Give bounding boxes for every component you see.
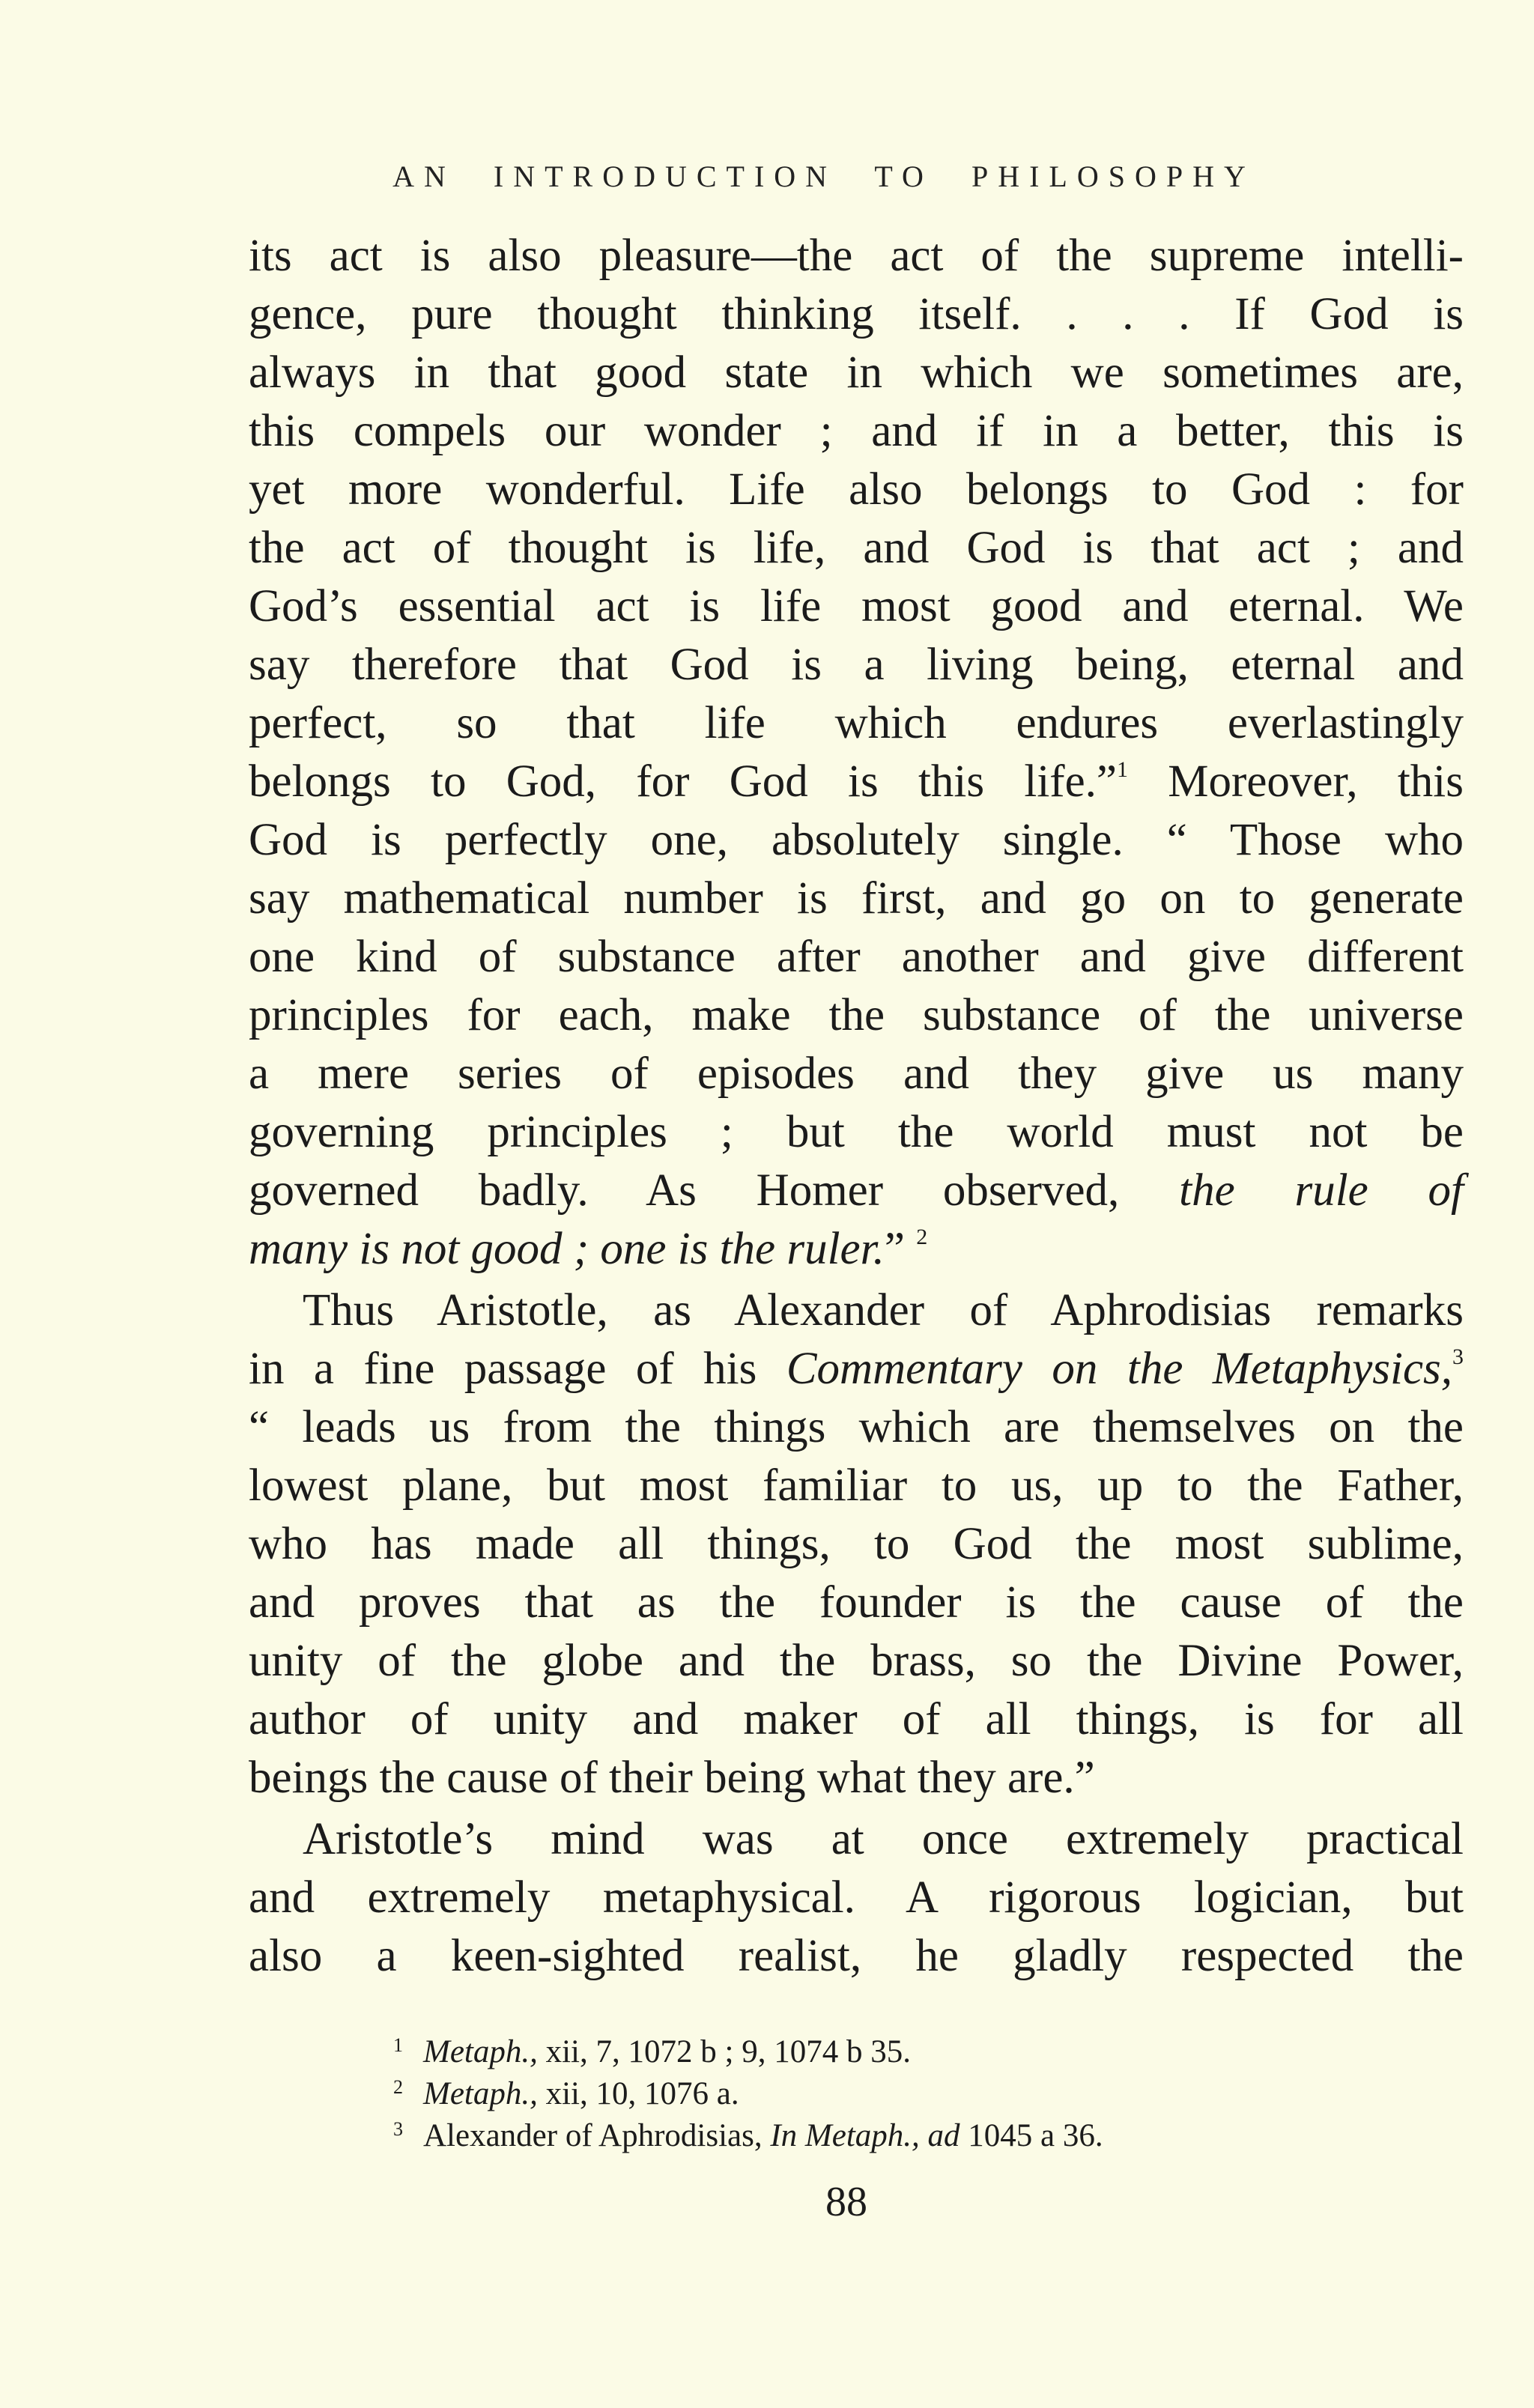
footnote-ref-3[interactable]: 3 xyxy=(1452,1344,1464,1369)
footnote-3: 3 Alexander of Aphrodisias, In Metaph., ad 1045 a 36. xyxy=(393,2118,1103,2153)
page-number: 88 xyxy=(825,2179,867,2225)
text-line: always in that good state in which we sometimes are, xyxy=(249,348,1464,398)
text-line: who has made all things, to God the most sublime, xyxy=(249,1519,1464,1569)
running-head: AN INTRODUCTION TO PHILOSOPHY xyxy=(392,160,1255,193)
text-line: lowest plane, but most familiar to us, up to the Father, xyxy=(249,1461,1464,1511)
text-line: and extremely metaphysical. A rigorous logician, but xyxy=(249,1872,1464,1923)
text-line: God’s essential act is life most good and eternal. We xyxy=(249,581,1464,631)
text-line: Aristotle’s mind was at once extremely practical xyxy=(303,1814,1464,1864)
line-text: governed badly. As Homer observed, xyxy=(249,1165,1120,1216)
footnote-italic: In Metaph., ad xyxy=(770,2118,960,2153)
text-line xyxy=(249,1220,1464,1279)
line-text: in a fine passage of his xyxy=(249,1344,757,1394)
text-line: God is perfectly one, absolutely single. “ Those who xyxy=(249,815,1464,865)
body-text xyxy=(249,227,1464,1986)
text-line: and proves that as the founder is the cause of the xyxy=(249,1577,1464,1628)
footnote-ref-1[interactable]: 1 xyxy=(1117,757,1128,782)
footnote-italic: Metaph., xyxy=(423,2034,538,2069)
text-line: principles for each, make the substance of the universe xyxy=(249,990,1464,1040)
line-text: Moreover, this xyxy=(1128,756,1464,807)
text-line: say therefore that God is a living being, eternal and xyxy=(249,640,1464,690)
text-line: one kind of substance after another and give different xyxy=(249,932,1464,982)
footnote-text: 1045 a 36. xyxy=(959,2118,1103,2153)
text-line: also a keen-sighted realist, he gladly respected the xyxy=(249,1931,1464,1981)
text-line: beings the cause of their being what they are.” xyxy=(249,1753,1095,1803)
line-text: belongs to God, for God is this life.” xyxy=(249,756,1117,807)
italic-title: Commentary on the Metaphysics, xyxy=(786,1344,1453,1394)
footnotes xyxy=(393,2031,1367,2157)
text-line: governing principles ; but the world must not be xyxy=(249,1107,1464,1157)
text-line: the act of thought is life, and God is that act ; and xyxy=(249,523,1464,573)
footnote-ref-2[interactable]: 2 xyxy=(916,1225,928,1249)
text-line: its act is also pleasure—the act of the supreme intelli- xyxy=(249,231,1464,281)
text-line xyxy=(249,1162,1464,1220)
text-line: this compels our wonder ; and if in a better, this is xyxy=(249,406,1464,456)
footnote-text: xii, 10, 1076 a. xyxy=(537,2076,739,2111)
close-quote: ” xyxy=(884,1224,905,1274)
text-line xyxy=(249,1340,1464,1398)
footnote-pre: Alexander of Aphrodisias, xyxy=(423,2118,771,2153)
text-line xyxy=(249,753,1464,811)
text-line: yet more wonderful. Life also belongs to God : for xyxy=(249,464,1464,515)
footnote-text: xii, 7, 1072 b ; 9, 1074 b 35. xyxy=(537,2034,911,2069)
footnote-italic: Metaph., xyxy=(423,2076,538,2111)
text-line: perfect, so that life which endures everlastingly xyxy=(249,698,1464,748)
text-line: “ leads us from the things which are themselves on the xyxy=(249,1402,1464,1452)
text-line: say mathematical number is first, and go on to generate xyxy=(249,873,1464,924)
italic-quote: the rule of xyxy=(1179,1165,1464,1216)
italic-quote: many is not good ; one is the ruler. xyxy=(249,1224,885,1274)
text-line: Thus Aristotle, as Alexander of Aphrodisias remarks xyxy=(303,1285,1464,1335)
footnote-2: 2 Metaph., xii, 10, 1076 a. xyxy=(393,2076,739,2111)
text-line: gence, pure thought thinking itself. . . . If God is xyxy=(249,289,1464,339)
footnote-1: 1 Metaph., xii, 7, 1072 b ; 9, 1074 b 35. xyxy=(393,2034,911,2069)
text-line: a mere series of episodes and they give us many xyxy=(249,1049,1464,1099)
text-line: unity of the globe and the brass, so the Divine Power, xyxy=(249,1636,1464,1686)
text-line: author of unity and maker of all things, is for all xyxy=(249,1694,1464,1744)
